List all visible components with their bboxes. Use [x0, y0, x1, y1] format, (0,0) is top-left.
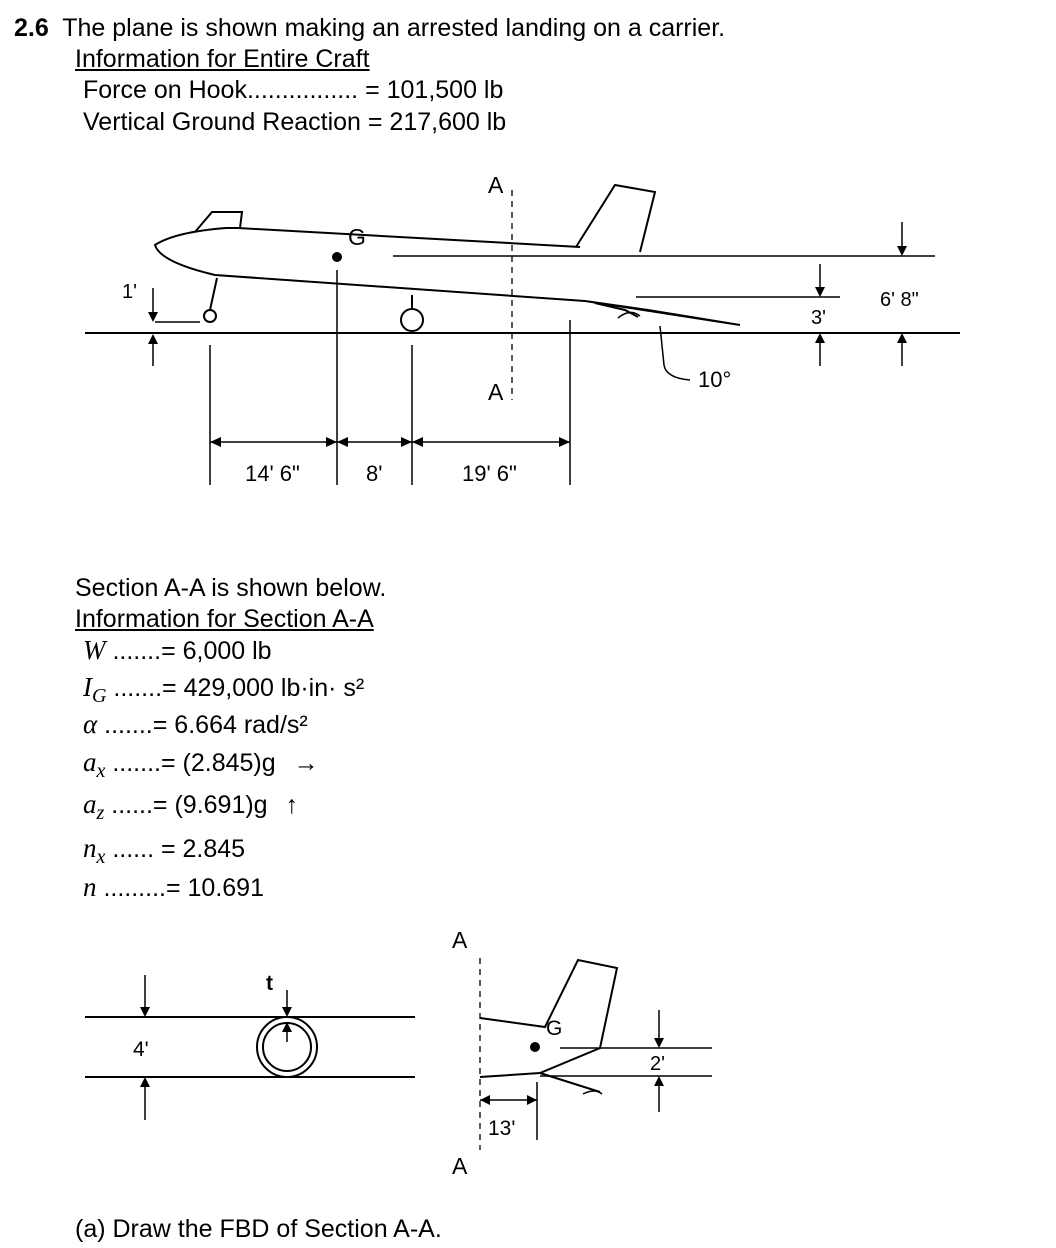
section-info-row: [83, 873, 264, 902]
nose-gear-strut: [210, 278, 217, 310]
row-symbol: W: [83, 635, 106, 665]
section-info-row: [83, 673, 364, 710]
tail-dim-head-down: [897, 246, 907, 256]
angle-label: 10°: [698, 367, 732, 392]
dim-b-head-right: [401, 437, 412, 447]
tail-dim-head-up-2: [654, 1076, 664, 1086]
problem-number: 2.6: [14, 14, 49, 42]
dim-c-head-right: [559, 437, 570, 447]
dim-a-head-left: [210, 437, 221, 447]
section2-label-bottom: A: [452, 1153, 468, 1179]
main-wheel: [401, 309, 423, 331]
row-dots: .......: [97, 711, 153, 739]
hook-force-value: = 101,500 lb: [365, 76, 504, 104]
row-value: = 2.845: [154, 835, 246, 863]
fuselage-inner-circle: [263, 1023, 311, 1071]
tail-length-head-right: [527, 1095, 537, 1105]
nose-dim-head-down: [148, 312, 158, 322]
row-subscript: x: [96, 846, 106, 868]
hook-force-label: Force on Hook: [83, 76, 247, 104]
row-value: = 10.691: [165, 874, 264, 902]
row-dots: ......: [105, 835, 155, 863]
fuselage-outer-circle: [257, 1017, 317, 1077]
tail-section-hook-arc: [583, 1091, 602, 1094]
hook-dim-head-up: [815, 333, 825, 343]
tail-height-label: 6' 8": [880, 289, 919, 311]
tail-cg-point: [530, 1042, 540, 1052]
nose-dim-head-up: [148, 334, 158, 344]
row-dots: .......: [105, 749, 161, 777]
fuselage-dim-label: 4': [133, 1038, 149, 1061]
hook-force-dots: ................: [246, 76, 359, 104]
cg-point: [332, 252, 342, 262]
row-symbol: I: [83, 672, 92, 702]
hook-height-label: 3': [811, 307, 826, 329]
tail-dim-label-2: 2': [650, 1053, 665, 1075]
row-symbol: a: [83, 789, 97, 819]
fuselage-dim-head-up: [140, 1077, 150, 1087]
tail-length-label: 13': [488, 1117, 516, 1140]
plane-diagram: [0, 0, 1056, 520]
nose-height-label: 1': [122, 281, 137, 303]
thickness-head-outer: [282, 1007, 292, 1017]
section-intro: Section A-A is shown below.: [75, 574, 387, 602]
dim-a-head-right: [326, 437, 337, 447]
vertical-reaction: Vertical Ground Reaction = 217,600 lb: [83, 108, 507, 136]
section-info-row: [83, 790, 298, 827]
angle-leader: [660, 326, 690, 380]
row-subscript: z: [96, 802, 105, 824]
row-value: = 6,000 lb: [161, 637, 272, 665]
tail-cg-label: G: [546, 1017, 563, 1040]
row-symbol: n: [83, 833, 97, 863]
row-symbol: α: [83, 709, 98, 739]
row-dots: .......: [106, 674, 163, 702]
thickness-label: t: [266, 972, 273, 995]
problem-statement: The plane is shown making an arrested landing on a carrier.: [62, 14, 726, 42]
dim-b-label: 8': [366, 461, 383, 486]
dim-b-head-left: [337, 437, 348, 447]
section-info-row: [83, 748, 319, 785]
entire-craft-heading: Information for Entire Craft: [75, 45, 370, 73]
tail-section-outline: [480, 960, 617, 1077]
section-info-row: [83, 710, 308, 739]
row-symbol: a: [83, 747, 97, 777]
row-dots: ......: [104, 791, 153, 819]
row-direction-arrow: ↑: [285, 791, 299, 819]
row-direction-arrow: →: [293, 749, 319, 777]
section-label-top: A: [488, 172, 504, 198]
question-text: (a) Draw the FBD of Section A-A.: [75, 1215, 442, 1243]
row-dots: .........: [96, 874, 166, 902]
fuselage-dim-head-down: [140, 1007, 150, 1017]
row-value: = (9.691)g: [152, 791, 268, 819]
thickness-head-inner: [282, 1022, 292, 1032]
row-subscript: x: [96, 760, 106, 782]
hook-dim-head-down: [815, 287, 825, 297]
section-info-row: [83, 636, 272, 665]
fuselage-outline: [155, 228, 740, 325]
section-heading: Information for Section A-A: [75, 605, 374, 633]
row-symbol: n: [83, 872, 97, 902]
nose-wheel: [204, 310, 216, 322]
row-value: = 429,000 lb·in· s²: [162, 674, 365, 702]
section2-label-top: A: [452, 927, 468, 953]
dim-a-label: 14' 6": [245, 461, 300, 486]
row-subscript: G: [92, 685, 107, 707]
tail-fin: [576, 185, 655, 252]
tail-section-hook: [540, 1073, 600, 1092]
dim-c-label: 19' 6": [462, 461, 517, 486]
section-info-row: [83, 834, 245, 871]
tail-length-head-left: [480, 1095, 490, 1105]
cg-label: G: [348, 224, 366, 250]
tail-dim-head-up: [897, 333, 907, 343]
dim-c-head-left: [412, 437, 423, 447]
row-dots: .......: [105, 637, 162, 665]
tail-dim-head-down-2: [654, 1038, 664, 1048]
section-label-bottom: A: [488, 379, 504, 405]
row-value: = (2.845)g: [160, 749, 276, 777]
row-value: = 6.664 rad/s²: [152, 711, 308, 739]
